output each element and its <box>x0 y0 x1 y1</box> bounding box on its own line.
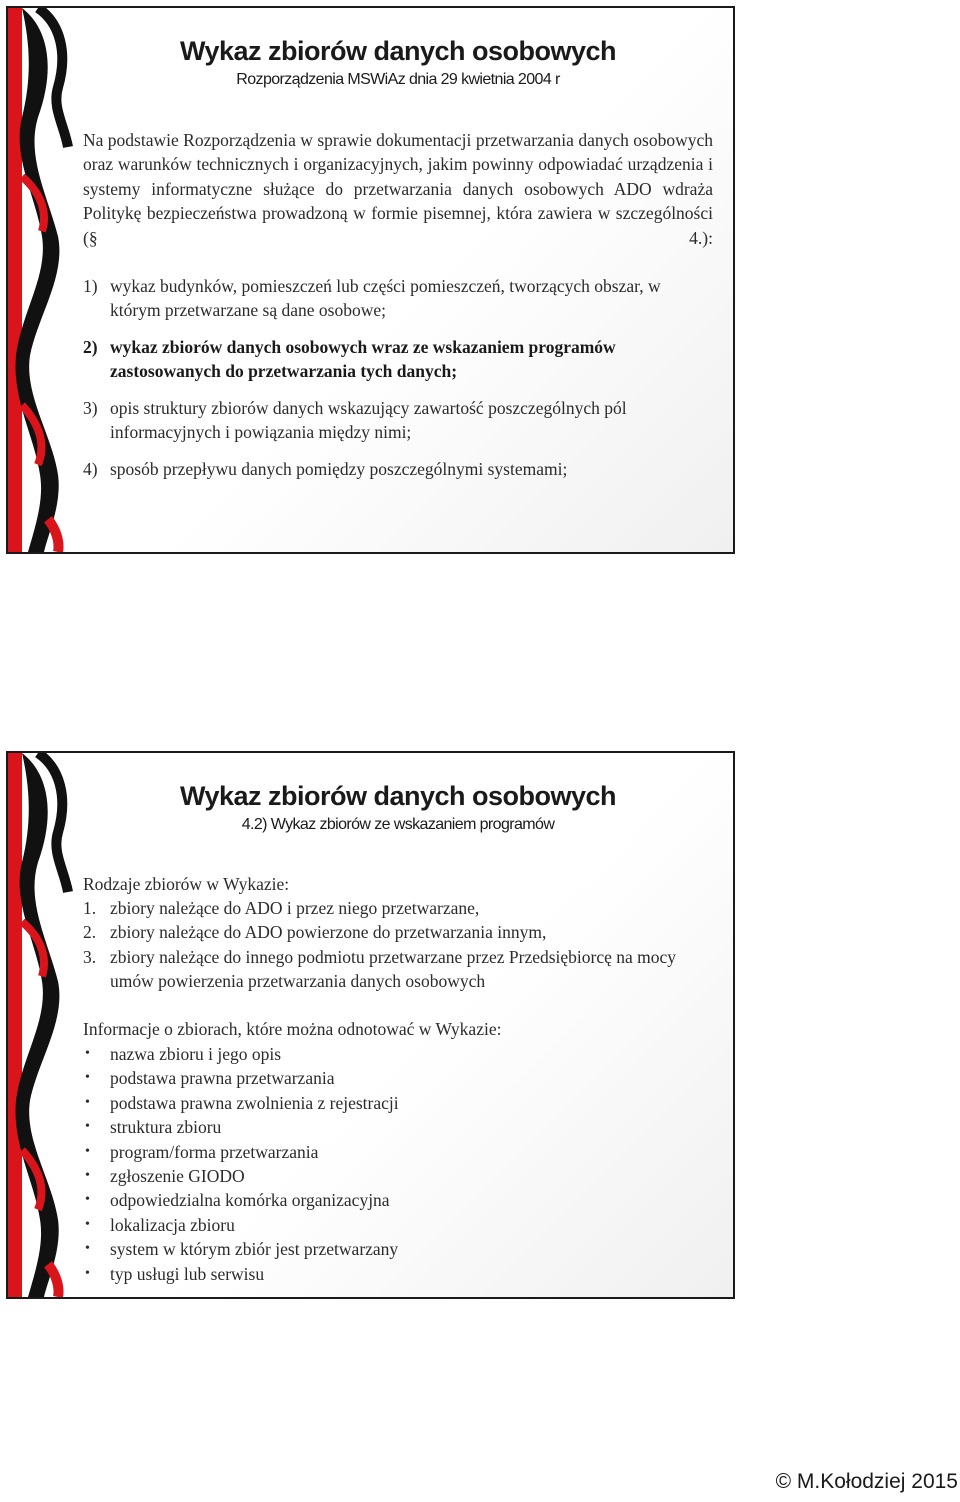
slide-title: Wykaz zbiorów danych osobowych <box>179 36 617 66</box>
slide-2 <box>6 751 735 1299</box>
bullet-item <box>83 1042 723 1066</box>
bullet-icon: • <box>85 1119 90 1135</box>
slide-subtitle: Rozporządzenia MSWiAz dnia 29 kwietnia 2004 r <box>236 71 560 88</box>
copyright-notice: © M.Kołodziej 2015 <box>775 1470 958 1493</box>
bullet-item <box>83 1115 723 1139</box>
item-text: zbiory należące do innego podmiotu przetwarzane przez Przedsiębiorcę na mocy umów powierzenia przetwarzania danych osobowych <box>110 947 677 992</box>
item-number: 4) <box>83 459 98 479</box>
bullet-icon: • <box>85 1143 90 1159</box>
bullet-text: odpowiedzialna komórka organizacyjna <box>110 1190 390 1211</box>
ribbon-decoration <box>8 8 78 552</box>
bullet-item <box>83 1140 723 1164</box>
info-heading: Informacje o zbiorach, które można odnotować w Wykazie: <box>83 1019 502 1039</box>
bullet-icon: • <box>85 1192 90 1208</box>
item-number: 3. <box>83 947 97 967</box>
bullet-text: system w którym zbiór jest przetwarzany <box>110 1239 399 1260</box>
bullet-icon: • <box>85 1216 90 1232</box>
bullet-item <box>83 1213 723 1237</box>
types-heading: Rodzaje zbiorów w Wykazie: <box>83 874 290 894</box>
bullet-text: podstawa prawna przetwarzania <box>110 1068 335 1089</box>
bullet-icon: • <box>85 1168 90 1184</box>
item-number: 3) <box>83 398 98 418</box>
bullet-icon: • <box>85 1070 90 1086</box>
slide-title: Wykaz zbiorów danych osobowych <box>179 781 617 811</box>
item-text: zbiory należące do ADO i przez niego przetwarzane, <box>110 898 480 918</box>
ribbon-decoration <box>8 753 78 1297</box>
item-number: 1) <box>83 276 98 296</box>
list-item <box>83 396 713 445</box>
bullet-item <box>83 1066 723 1090</box>
bullet-item <box>83 1091 723 1115</box>
item-text: opis struktury zbiorów danych wskazujący zawartość poszczególnych pól informacyjnych i powiązania między nimi; <box>110 398 627 443</box>
bullet-item <box>83 1237 723 1261</box>
intro-paragraph: Na podstawie Rozporządzenia w sprawie dokumentacji przetwarzania danych osobowych oraz warunków technicznych i organizacyjnych, jakim powinny odpowiadać urządzenia i systemy informatyczne służące do przetwarzania danych osobowych ADO wdraża Politykę bezpieczeństwa prowadzoną w formie pisemnej, która zawiera w szczególności (§ 4.): <box>83 130 713 248</box>
list-item <box>83 945 703 994</box>
bullet-text: program/forma przetwarzania <box>110 1141 319 1162</box>
slide-1 <box>6 6 735 554</box>
bullet-text: zgłoszenie GIODO <box>110 1166 245 1187</box>
bullet-item <box>83 1164 723 1188</box>
bullet-text: nazwa zbioru i jego opis <box>110 1044 282 1064</box>
item-number: 2) <box>83 337 98 357</box>
bullet-icon: • <box>85 1046 90 1061</box>
bullet-text: typ usługi lub serwisu <box>110 1263 265 1284</box>
list-item <box>83 457 713 481</box>
bullet-icon: • <box>85 1241 90 1257</box>
item-text: sposób przepływu danych pomiędzy poszczególnymi systemami; <box>110 459 568 479</box>
bullet-item <box>83 1188 723 1212</box>
item-text: wykaz budynków, pomieszczeń lub części pomieszczeń, tworzących obszar, w którym przetwarzane są dane osobowe; <box>110 276 661 321</box>
item-text: wykaz zbiorów danych osobowych wraz ze wskazaniem programów zastosowanych do przetwarzania tych danych; <box>110 337 616 382</box>
bullet-icon: • <box>85 1094 90 1110</box>
list-item <box>83 274 713 323</box>
bullet-item <box>83 1262 723 1286</box>
item-number: 1. <box>83 898 97 918</box>
bullet-text: struktura zbioru <box>110 1117 222 1138</box>
list-item <box>83 896 723 920</box>
list-item-highlighted <box>83 335 713 384</box>
bullet-icon: • <box>85 1265 90 1281</box>
info-list <box>83 1042 723 1286</box>
item-number: 2. <box>83 922 97 942</box>
slide-subtitle: 4.2) Wykaz zbiorów ze wskazaniem programów <box>241 816 555 833</box>
bullet-text: podstawa prawna zwolnienia z rejestracji <box>110 1092 399 1113</box>
item-text: zbiory należące do ADO powierzone do przetwarzania innym, <box>110 922 547 942</box>
list-item <box>83 920 723 944</box>
bullet-text: lokalizacja zbioru <box>110 1214 235 1235</box>
